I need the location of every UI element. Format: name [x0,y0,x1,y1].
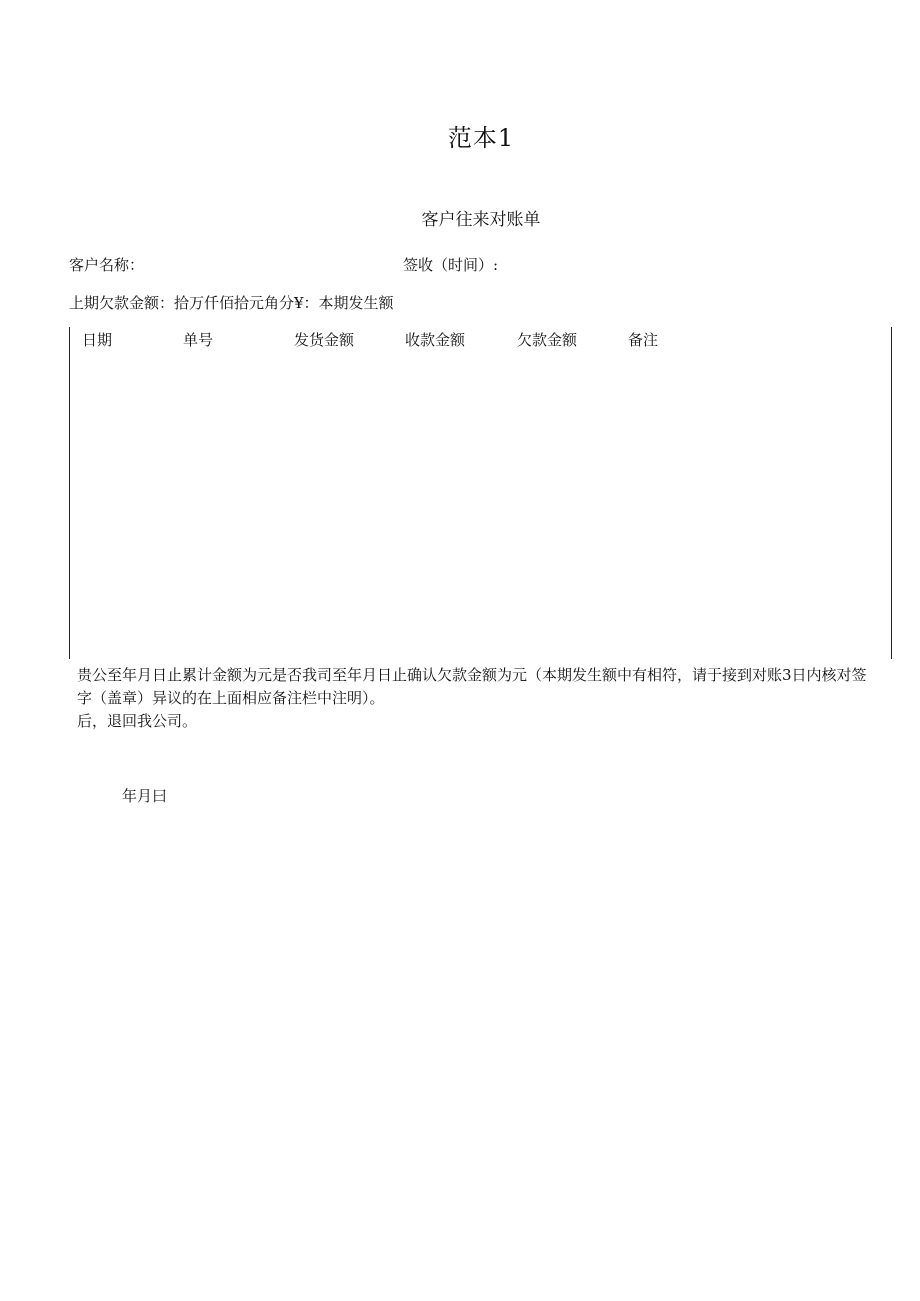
customer-name-label: 客户名称： [69,256,145,274]
column-header-received-amount: 收款金额 [405,331,466,349]
document-subtitle: 客户往来对账单 [421,210,541,230]
column-header-order-number: 单号 [183,331,214,349]
date-line: 年月曰 [122,787,168,805]
column-header-date: 日期 [82,331,113,349]
statement-line: 后，退回我公司。 [77,712,198,730]
statement-paragraph [69,664,894,733]
column-header-shipment-amount: 发货金额 [294,331,355,349]
column-header-remarks: 备注 [628,331,659,349]
previous-balance-line: 上期欠款金额：拾万仟佰拾元角分¥：本期发生额 [69,294,394,312]
statement-line: 贵公至年月日止累计金额为元是否我司至年月日止确认欠款金额为元（本期发生额中有相符，请于接到对账3日内核对签 [77,666,867,684]
document-title: 范本1 [447,124,515,152]
statement-table [69,327,892,659]
sign-time-label: 签收（时间）: [403,256,499,274]
column-header-owed-amount: 欠款金额 [517,331,578,349]
statement-line: 字（盖章）异议的在上面相应备注栏中注明）。 [77,689,385,707]
